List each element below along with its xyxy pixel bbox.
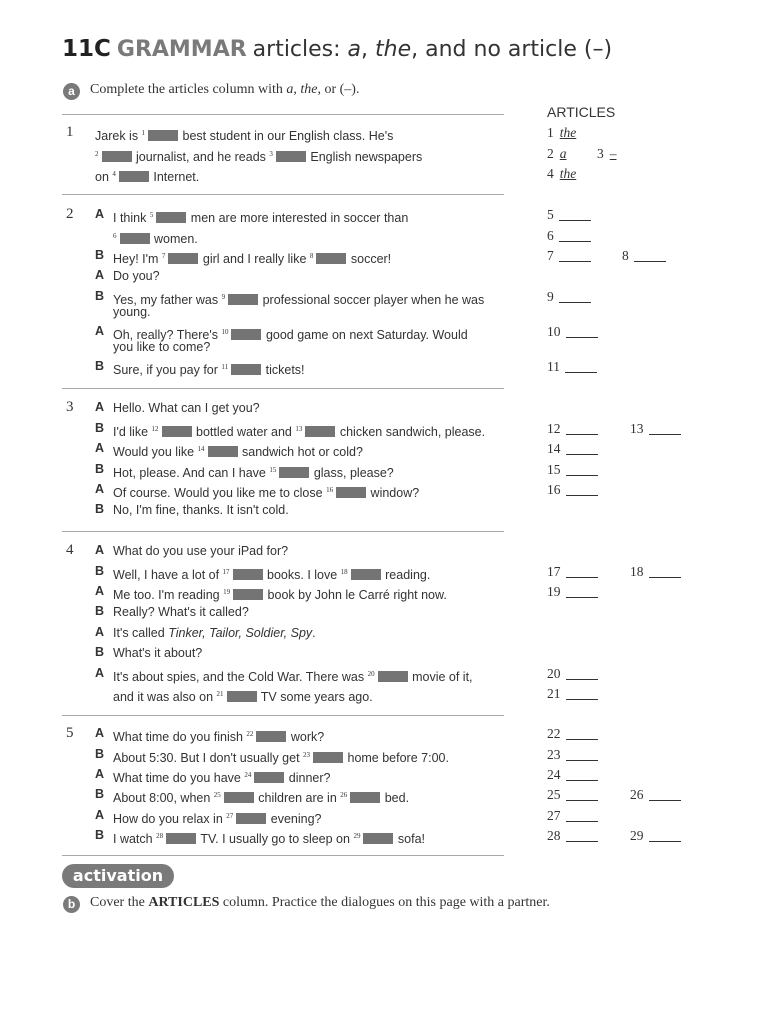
answer-value: the <box>559 166 577 181</box>
answer-number: 20 <box>547 666 561 681</box>
gap-number: 23 <box>303 751 311 759</box>
dialogue-line: Hot, please. And can I have $^{15}$ glass, please? <box>113 466 394 480</box>
article-gap <box>231 329 261 340</box>
dialogue-line: Would you like $^{14}$ sandwich hot or cold? <box>113 445 363 459</box>
gap-number: 11 <box>221 363 229 371</box>
answer-number: 1 <box>547 125 554 140</box>
answer-blank[interactable] <box>559 229 591 242</box>
answer-blank[interactable] <box>566 483 598 496</box>
section-divider <box>62 388 504 389</box>
answer-number: 19 <box>547 584 561 599</box>
answer-slot[interactable] <box>630 787 681 803</box>
dialogue-line: Do you? <box>113 269 160 283</box>
speaker-label: A <box>95 808 105 822</box>
dialogue-line: What do you use your iPad for? <box>113 544 289 558</box>
part-b-instruction <box>90 895 550 911</box>
answer-number: 25 <box>547 787 561 802</box>
answer-number: 22 <box>547 726 561 741</box>
answer-slot <box>547 125 576 141</box>
gap-number: 15 <box>269 466 277 474</box>
gap-number: 19 <box>223 588 231 596</box>
speaker-label: A <box>95 482 105 496</box>
exercise-number: 1 <box>66 124 74 140</box>
answer-number: 12 <box>547 421 561 436</box>
dialogue-line: Yes, my father was $^9$ professional soccer player when he was <box>113 293 485 307</box>
answer-number: 7 <box>547 248 554 263</box>
answer-blank[interactable] <box>566 442 598 455</box>
speaker-label: B <box>95 787 105 801</box>
dialogue-line: Of course. Would you like me to close $^{16}$ window? <box>113 486 420 500</box>
article-gap <box>316 253 346 264</box>
answer-blank[interactable] <box>559 290 591 303</box>
answer-number: 24 <box>547 767 561 782</box>
dialogue-line: It's about spies, and the Cold War. There was $^{20}$ movie of it, <box>113 670 473 684</box>
answer-slot <box>547 146 567 162</box>
dialogue-line: you like to come? <box>113 340 211 354</box>
answer-blank[interactable] <box>566 325 598 338</box>
exercise-number: 5 <box>66 725 74 741</box>
answer-slot[interactable] <box>547 462 598 478</box>
article-gap <box>378 671 408 682</box>
dialogue-line: About 5:30. But I don't usually get $^{23}$ home before 7:00. <box>113 751 449 765</box>
answer-blank[interactable] <box>566 565 598 578</box>
dialogue-line: Sure, if you pay for $^{11}$ tickets! <box>113 363 305 377</box>
article-gap <box>350 792 380 803</box>
answer-slot[interactable] <box>547 421 598 437</box>
page-title: articles: a, the, and no article (–) <box>252 37 613 62</box>
article-gap <box>254 772 284 783</box>
article-gap <box>228 294 258 305</box>
speaker-label: A <box>95 584 105 598</box>
gap-number: 3 <box>269 150 273 158</box>
article-gap <box>256 731 286 742</box>
dialogue-line: What's it about? <box>113 646 203 660</box>
answer-number: 14 <box>547 441 561 456</box>
article-gap <box>102 151 132 162</box>
speaker-label: B <box>95 502 105 516</box>
answer-value: – <box>609 146 617 161</box>
speaker-label: A <box>95 441 105 455</box>
speaker-label: B <box>95 604 105 618</box>
answer-slot[interactable] <box>622 248 666 264</box>
answer-blank[interactable] <box>559 208 591 221</box>
answer-slot[interactable] <box>547 564 598 580</box>
answer-slot <box>547 166 576 182</box>
article-gap <box>148 130 178 141</box>
exercise-number: 4 <box>66 542 74 558</box>
answer-blank[interactable] <box>566 667 598 680</box>
answer-slot[interactable] <box>547 289 591 305</box>
answer-slot[interactable] <box>547 207 591 223</box>
part-b-badge: b <box>63 896 80 913</box>
answer-slot[interactable] <box>547 482 598 498</box>
speaker-label: B <box>95 645 105 659</box>
gap-number: 17 <box>222 568 230 576</box>
gap-number: 24 <box>244 771 252 779</box>
article-gap <box>336 487 366 498</box>
section-divider <box>62 531 504 532</box>
answer-number: 3 <box>597 146 604 161</box>
article-gap <box>120 233 150 244</box>
article-gap <box>224 792 254 803</box>
answer-slot[interactable] <box>547 747 598 763</box>
dialogue-line: I watch $^{28}$ TV. I usually go to sleep on $^{29}$ sofa! <box>113 832 426 846</box>
article-gap <box>305 426 335 437</box>
answer-slot[interactable] <box>630 828 681 844</box>
speaker-label: B <box>95 289 105 303</box>
answer-blank[interactable] <box>565 360 597 373</box>
instruction-bold: ARTICLES <box>148 895 220 910</box>
dialogue-line: What time do you finish $^{22}$ work? <box>113 730 325 744</box>
answer-blank[interactable] <box>566 788 598 801</box>
dialogue-line: Me too. I'm reading $^{19}$ book by John le Carré right now. <box>113 588 447 602</box>
article-gap <box>156 212 186 223</box>
answer-blank[interactable] <box>649 788 681 801</box>
dialogue-line: What time do you have $^{24}$ dinner? <box>113 771 331 785</box>
dialogue-line: and it was also on $^{21}$ TV some years ago. <box>113 690 373 704</box>
dialogue-line: It's called Tinker, Tailor, Soldier, Spy. <box>113 626 316 640</box>
gap-number: 4 <box>112 170 116 178</box>
answer-number: 18 <box>630 564 644 579</box>
answer-number: 13 <box>630 421 644 436</box>
article-gap <box>227 691 257 702</box>
speaker-label: A <box>95 400 105 414</box>
gap-number: 16 <box>326 486 334 494</box>
answer-number: 27 <box>547 808 561 823</box>
answer-number: 4 <box>547 166 554 181</box>
gap-number: 27 <box>226 812 234 820</box>
dialogue-line: on $^4$ Internet. <box>95 170 200 184</box>
answer-slot[interactable] <box>547 787 598 803</box>
answer-slot[interactable] <box>547 441 598 457</box>
gap-number: 1 <box>141 129 146 137</box>
dialogue-line: I think $^5$ men are more interested in soccer than <box>113 211 409 225</box>
speaker-label: B <box>95 359 105 373</box>
answer-number: 26 <box>630 787 644 802</box>
answer-number: 8 <box>622 248 629 263</box>
part-a-instruction: Complete the articles column with a, the, or (–). <box>90 82 360 97</box>
dialogue-line: How do you relax in $^{27}$ evening? <box>113 812 322 826</box>
answer-slot[interactable] <box>547 324 598 340</box>
exercise-number: 2 <box>66 206 74 222</box>
speaker-label: B <box>95 421 105 435</box>
article-gap <box>168 253 198 264</box>
speaker-label: B <box>95 564 105 578</box>
section-divider <box>62 855 504 856</box>
gap-number: 21 <box>216 690 224 698</box>
article-gap <box>276 151 306 162</box>
answer-value: a <box>559 146 567 161</box>
answer-slot[interactable] <box>547 666 598 682</box>
answer-slot[interactable] <box>547 228 591 244</box>
answer-number: 15 <box>547 462 561 477</box>
answer-number: 28 <box>547 828 561 843</box>
answer-value: the <box>559 125 577 140</box>
answer-blank[interactable] <box>566 687 598 700</box>
answer-number: 9 <box>547 289 554 304</box>
answer-slot <box>597 146 617 162</box>
gap-number: 5 <box>149 211 154 219</box>
dialogue-line: $^2$ journalist, and he reads $^3$ English newspapers <box>95 150 423 164</box>
speaker-label: B <box>95 248 105 262</box>
answer-blank[interactable] <box>649 565 681 578</box>
gap-number: 8 <box>309 252 314 260</box>
answer-number: 5 <box>547 207 554 222</box>
section-divider <box>62 715 504 716</box>
answer-blank[interactable] <box>566 585 598 598</box>
gap-number: 10 <box>221 328 229 336</box>
answer-number: 2 <box>547 146 554 161</box>
dialogue-line: No, I'm fine, thanks. It isn't cold. <box>113 503 289 517</box>
article-gap <box>208 446 238 457</box>
gap-number: 2 <box>95 150 99 158</box>
answer-slot[interactable] <box>630 421 681 437</box>
articles-heading: ARTICLES <box>547 104 616 120</box>
section-divider <box>62 114 504 115</box>
answer-blank[interactable] <box>566 829 598 842</box>
dialogue-line: Really? What's it called? <box>113 605 249 619</box>
article-gap <box>231 364 261 375</box>
dialogue-line: Hey! I'm $^7$ girl and I really like $^8$ soccer! <box>113 252 392 266</box>
answer-blank[interactable] <box>634 249 666 262</box>
speaker-label: A <box>95 543 105 557</box>
speaker-label: A <box>95 324 105 338</box>
dialogue-line: Well, I have a lot of $^{17}$ books. I love $^{18}$ reading. <box>113 568 431 582</box>
dialogue-line: Jarek is $^1$ best student in our English class. He's <box>95 129 394 143</box>
speaker-label: A <box>95 207 105 221</box>
speaker-label: A <box>95 625 105 639</box>
article-gap <box>233 589 263 600</box>
gap-number: 13 <box>295 425 303 433</box>
unit-code: 11C <box>62 36 111 62</box>
article-gap <box>279 467 309 478</box>
answer-slot[interactable] <box>547 248 591 264</box>
article-gap <box>233 569 263 580</box>
instruction-post: column. Practice the dialogues on this page with a partner. <box>219 895 550 910</box>
answer-slot[interactable] <box>547 359 597 375</box>
answer-number: 16 <box>547 482 561 497</box>
gap-number: 9 <box>221 293 226 301</box>
answer-blank[interactable] <box>566 809 598 822</box>
answer-number: 23 <box>547 747 561 762</box>
answer-slot[interactable] <box>547 584 598 600</box>
answer-slot[interactable] <box>547 726 598 742</box>
answer-blank[interactable] <box>566 422 598 435</box>
answer-blank[interactable] <box>559 249 591 262</box>
dialogue-line: Hello. What can I get you? <box>113 401 260 415</box>
answer-blank[interactable] <box>566 768 598 781</box>
part-a-badge: a <box>63 83 80 100</box>
exercise-number: 3 <box>66 399 74 415</box>
grammar-label: GRAMMAR <box>116 37 247 62</box>
dialogue-line: I'd like $^{12}$ bottled water and $^{13}$ chicken sandwich, please. <box>113 425 486 439</box>
answer-number: 17 <box>547 564 561 579</box>
section-divider <box>62 194 504 195</box>
answer-blank[interactable] <box>566 748 598 761</box>
answer-slot[interactable] <box>547 808 598 824</box>
gap-number: 20 <box>367 670 375 678</box>
gap-number: 28 <box>156 832 164 840</box>
dialogue-line: $^6$ women. <box>113 232 198 246</box>
gap-number: 14 <box>197 445 205 453</box>
answer-slot[interactable] <box>547 686 598 702</box>
gap-number: 7 <box>161 252 166 260</box>
speaker-label: A <box>95 726 105 740</box>
dialogue-line: young. <box>113 305 151 319</box>
gap-number: 22 <box>246 730 254 738</box>
article-gap <box>166 833 196 844</box>
article-gap <box>119 171 149 182</box>
answer-blank[interactable] <box>649 829 681 842</box>
answer-slot[interactable] <box>547 767 598 783</box>
article-gap <box>363 833 393 844</box>
answer-number: 6 <box>547 228 554 243</box>
answer-slot[interactable] <box>630 564 681 580</box>
answer-number: 21 <box>547 686 561 701</box>
answer-slot[interactable] <box>547 828 598 844</box>
speaker-label: A <box>95 268 105 282</box>
dialogue-line: About 8:00, when $^{25}$ children are in $^{26}$ bed. <box>113 791 410 805</box>
article-gap <box>351 569 381 580</box>
speaker-label: A <box>95 767 105 781</box>
gap-number: 25 <box>213 791 221 799</box>
speaker-label: A <box>95 666 105 680</box>
dialogue-line: Oh, really? There's $^{10}$ good game on next Saturday. Would <box>113 328 468 342</box>
speaker-label: B <box>95 828 105 842</box>
speaker-label: B <box>95 747 105 761</box>
article-gap <box>162 426 192 437</box>
article-gap <box>313 752 343 763</box>
gap-number: 6 <box>113 232 117 240</box>
gap-number: 18 <box>340 568 348 576</box>
speaker-label: B <box>95 462 105 476</box>
answer-number: 29 <box>630 828 644 843</box>
answer-blank[interactable] <box>649 422 681 435</box>
italic-title: Tinker, Tailor, Soldier, Spy <box>168 626 313 640</box>
instruction-pre: Cover the <box>90 895 149 910</box>
answer-blank[interactable] <box>566 463 598 476</box>
article-gap <box>236 813 266 824</box>
answer-number: 11 <box>547 359 560 374</box>
gap-number: 29 <box>353 832 361 840</box>
answer-blank[interactable] <box>566 727 598 740</box>
answer-number: 10 <box>547 324 561 339</box>
page-header <box>62 36 612 62</box>
gap-number: 12 <box>151 425 159 433</box>
activation-label: activation <box>62 864 174 888</box>
gap-number: 26 <box>340 791 348 799</box>
